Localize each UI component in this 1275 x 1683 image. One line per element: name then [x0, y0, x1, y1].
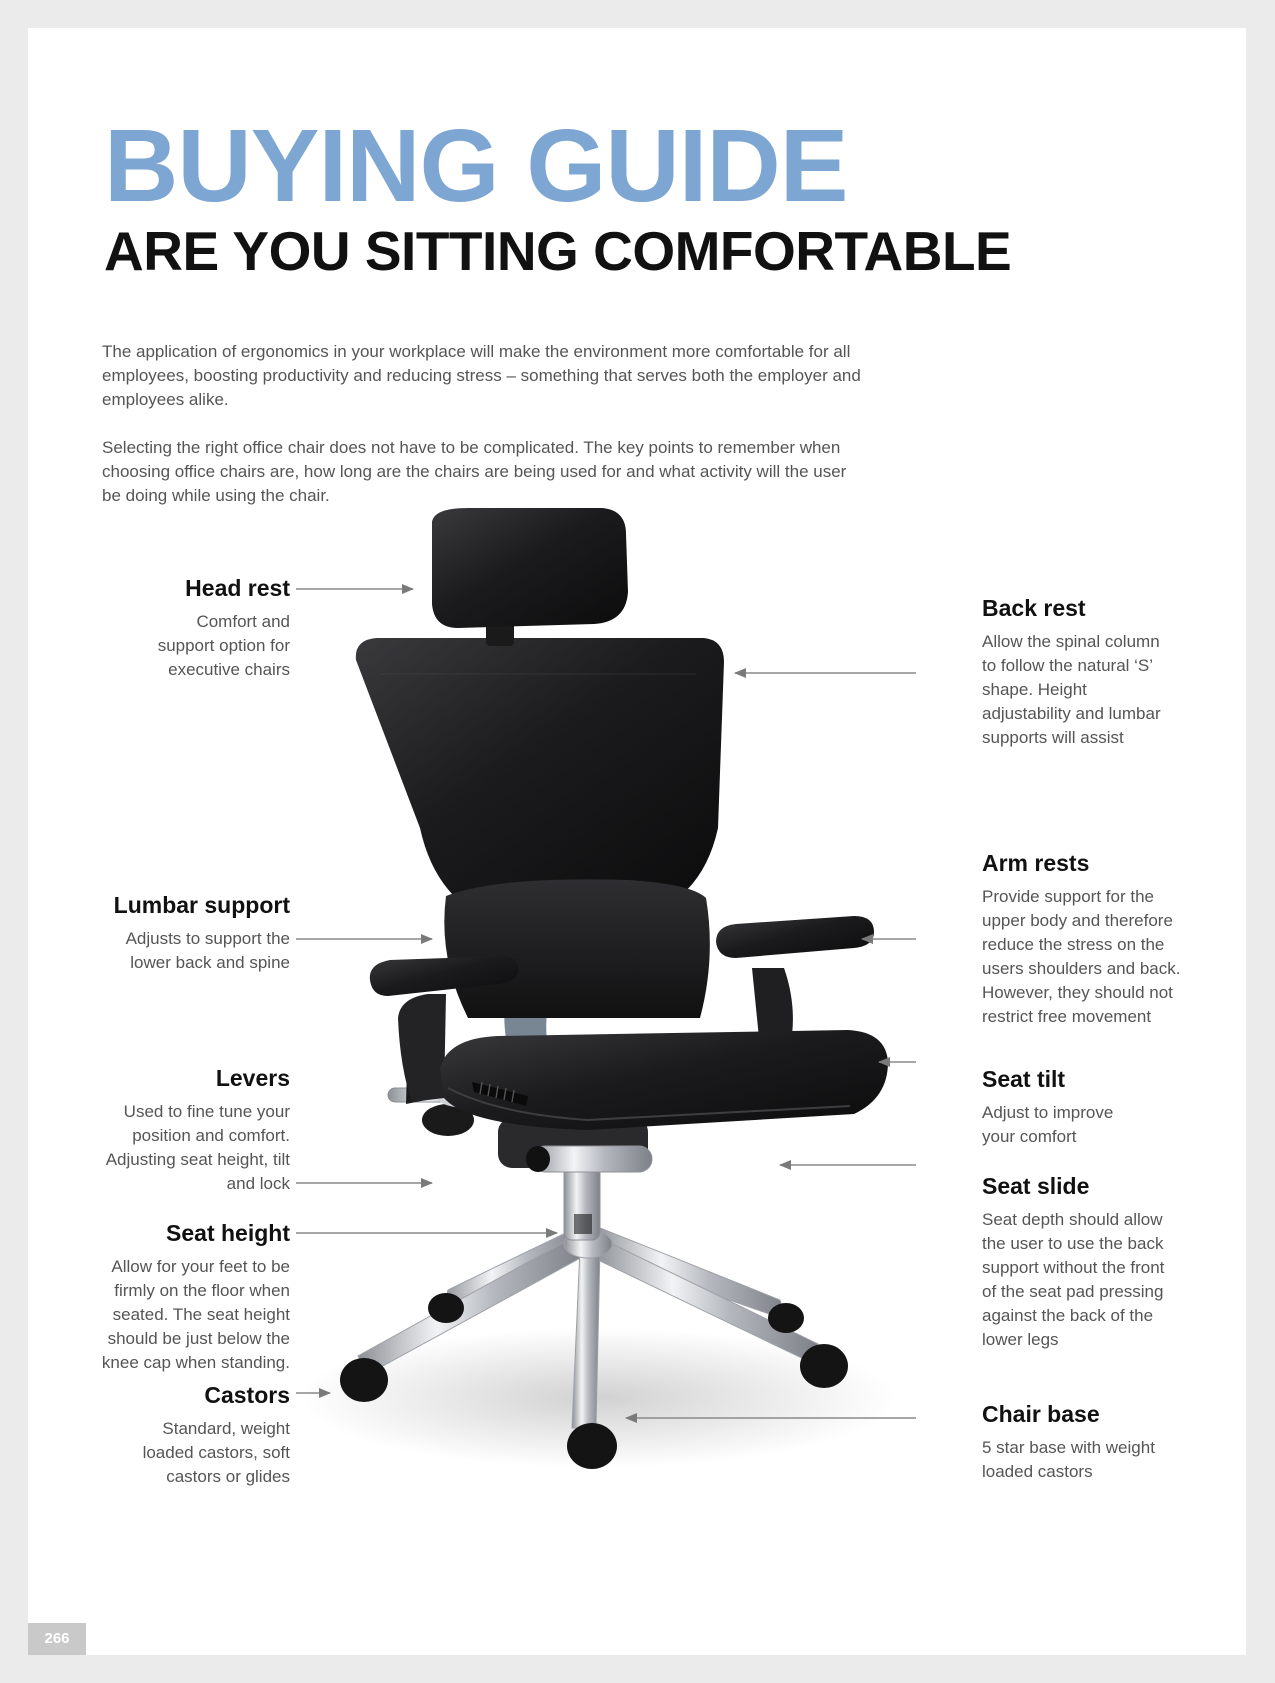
callout-seat-tilt: [982, 1065, 1212, 1149]
callout-text: 5 star base with weight loaded castors: [982, 1438, 1155, 1481]
callout-title: Chair base: [982, 1401, 1100, 1427]
callout-title: Seat tilt: [982, 1066, 1066, 1092]
intro-paragraph-1: The application of ergonomics in your workplace will make the environment more comfortable for all employees, boosting productivity and reducing stress – something that serves both the employer and employees alike.: [102, 342, 861, 409]
callout-chair-base: [982, 1400, 1212, 1484]
intro-paragraph-2: Selecting the right office chair does not have to be complicated. The key points to remember when choosing office chairs are, how long are the chairs are being used for and what activity will the user be doing while using the chair.: [102, 438, 847, 505]
callout-castors: [54, 1381, 290, 1489]
callout-text: Allow the spinal column to follow the natural ‘S’ shape. Height adjustability and lumbar supports will assist: [982, 632, 1161, 747]
callout-title: Castors: [204, 1382, 290, 1408]
callout-text: Seat depth should allow the user to use the back support without the front of the seat pad pressing against the back of the lower legs: [982, 1210, 1165, 1349]
callout-title: Seat height: [166, 1220, 290, 1246]
callout-seat-height: [54, 1219, 290, 1375]
callout-title: Back rest: [982, 595, 1086, 621]
callout-text: Standard, weight loaded castors, soft castors or glides: [142, 1419, 290, 1486]
callout-title: Arm rests: [982, 850, 1090, 876]
callout-lumbar-support: [54, 891, 290, 975]
callout-text: Used to fine tune your position and comfort. Adjusting seat height, tilt and lock: [105, 1102, 290, 1193]
callout-title: Lumbar support: [113, 892, 290, 918]
callout-title: Seat slide: [982, 1173, 1090, 1199]
callout-head-rest: [54, 574, 290, 682]
page-subtitle: ARE YOU SITTING COMFORTABLE: [104, 220, 1012, 282]
callout-seat-slide: [982, 1172, 1212, 1352]
callout-text: Adjust to improve your comfort: [982, 1103, 1114, 1146]
page-title: BUYING GUIDE: [104, 108, 848, 223]
page-number: 266: [28, 1623, 86, 1655]
brochure-page: [28, 28, 1246, 1655]
callout-text: Provide support for the upper body and therefore reduce the stress on the users shoulders and back. However, they should not restrict free movement: [982, 887, 1181, 1026]
callout-levers: [54, 1064, 290, 1196]
callout-text: Adjusts to support the lower back and spine: [125, 929, 290, 972]
callout-arm-rests: [982, 849, 1212, 1029]
callout-title: Head rest: [185, 575, 290, 601]
callout-text: Comfort and support option for executive chairs: [157, 612, 290, 679]
callout-text: Allow for your feet to be firmly on the floor when seated. The seat height should be just below the knee cap when standing.: [101, 1257, 290, 1372]
callout-title: Levers: [215, 1065, 290, 1091]
callout-back-rest: [982, 594, 1212, 750]
